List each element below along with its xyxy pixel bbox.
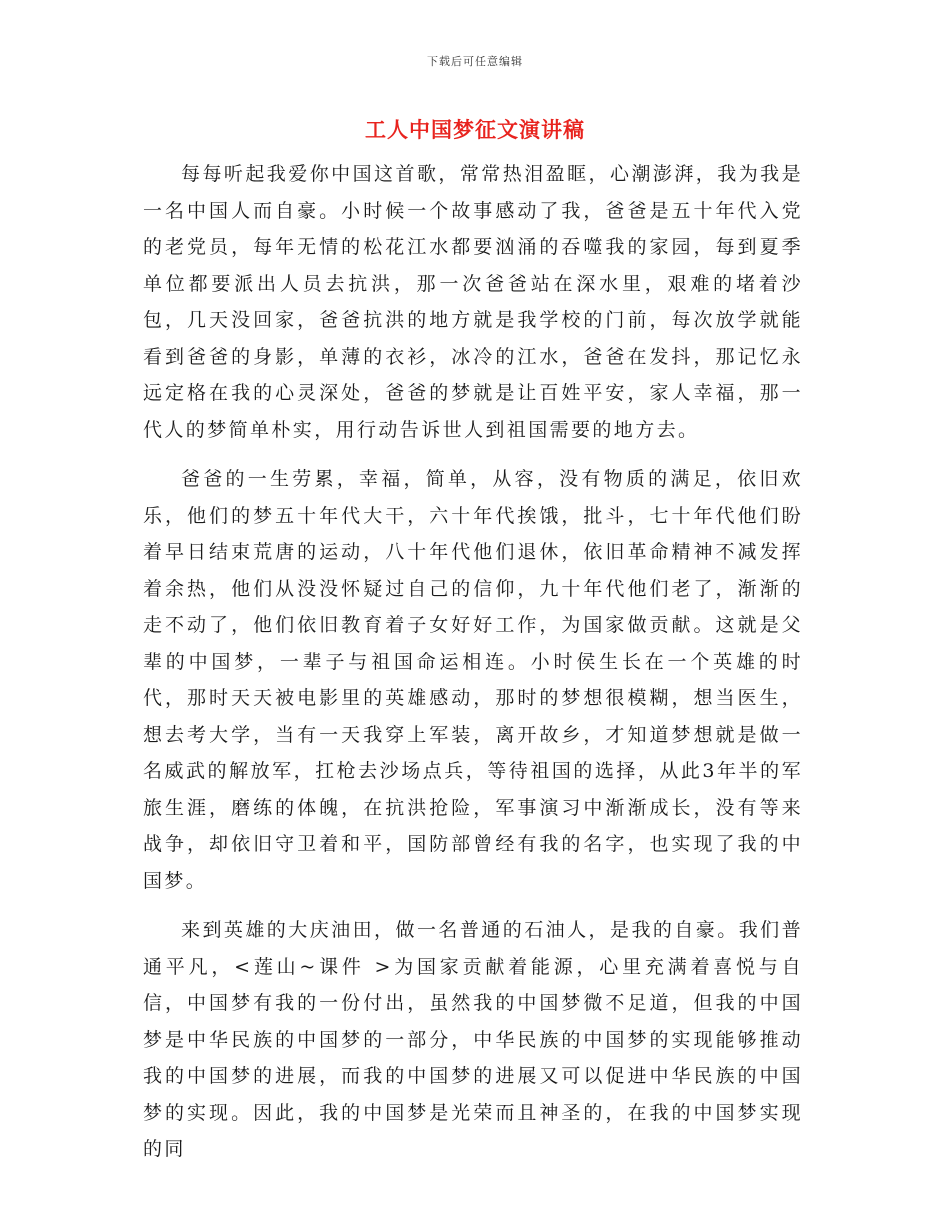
paragraph-1: 每每听起我爱你中国这首歌，常常热泪盈眶，心潮澎湃，我为我是一名中国人而自豪。小时候一个故事感动了我，爸爸是五十年代入党的老党员，每年无情的松花江水都要汹涌的吞噬我的家园，每到夏季单位都要派出人员去抗洪，那一次爸爸站在深水里，艰难的堵着沙包，几天没回家，爸爸抗洪的地方就是我学校的门前，每次放学就能看到爸爸的身影，单薄的衣衫，冰冷的江水，爸爸在发抖，那记忆永远定格在我的心灵深处，爸爸的梦就是让百姓平安，家人幸福，那一代人的梦简单朴实，用行动告诉世人到祖国需要的地方去。 [143,163,803,441]
document-body [143,156,803,1168]
paragraph-2: 爸爸的一生劳累，幸福，简单，从容，没有物质的满足，依旧欢乐，他们的梦五十年代大干，六十年代挨饿，批斗，七十年代他们盼着早日结束荒唐的运动，八十年代他们退休，依旧革命精神不减发挥着余热，他们从没没怀疑过自己的信仰，九十年代他们老了，渐渐的走不动了，他们依旧教育着子女好好工作，为国家做贡献。这就是父辈的中国梦，一辈子与祖国命运相连。小时侯生长在一个英雄的时代，那时天天被电影里的英雄感动，那时的梦想很模糊，想当医生，想去考大学，当有一天我穿上军装，离开故乡，才知道梦想就是做一名威武的解放军，扛枪去沙场点兵，等待祖国的选择，从此3年半的军旅生涯，磨练的体魄，在抗洪抢险，军事演习中渐渐成长，没有等来战争，却依旧守卫着和平，国防部曾经有我的名字，也实现了我的中国梦。 [143,468,803,892]
document-title: 工人中国梦征文演讲稿 [365,118,585,142]
paragraph-3: 来到英雄的大庆油田，做一名普通的石油人，是我的自豪。我们普通平凡，<莲山~课件 >为国家贡献着能源，心里充满着喜悦与自信，中国梦有我的一份付出，虽然我的中国梦微不足道，但我的中国梦是中华民族的中国梦的一部分，中华民族的中国梦的实现能够推动我的中国梦的进展，而我的中国梦的进展又可以促进中华民族的中国梦的实现。因此，我的中国梦是光荣而且神圣的，在我的中国梦实现的同 [143,919,803,1160]
header-note: 下载后可任意编辑 [427,55,523,68]
